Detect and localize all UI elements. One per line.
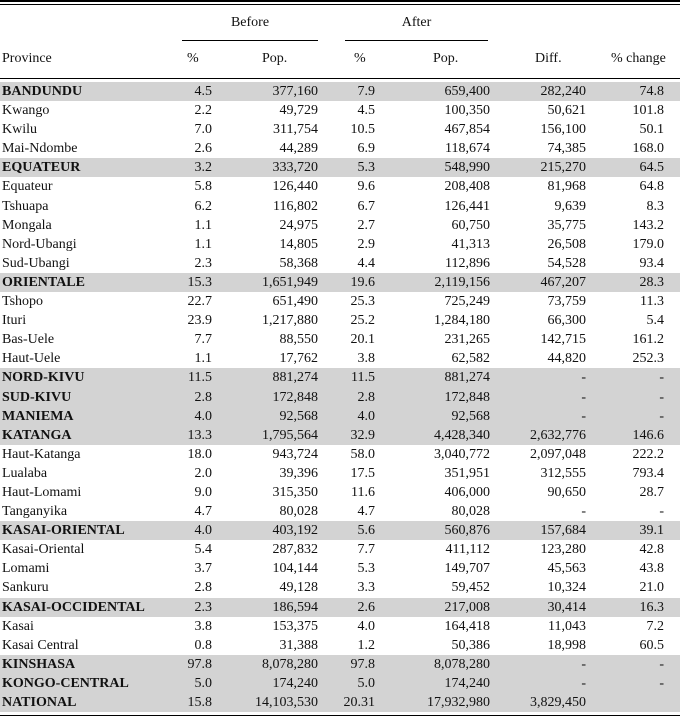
cell-after-pct: 4.0 (357, 408, 375, 424)
cell-diff: - (581, 389, 586, 405)
cell-before-pop: 92,568 (279, 408, 318, 424)
cell-before-pct: 4.0 (194, 523, 212, 539)
cell-before-pct: 2.6 (194, 141, 212, 157)
cell-after-pct: 2.9 (357, 236, 375, 252)
cell-pct-change: 179.0 (632, 236, 664, 252)
cell-pct-change: 146.6 (632, 427, 664, 443)
cell-province: Mongala (2, 217, 52, 233)
cell-after-pop: 881,274 (444, 370, 490, 386)
table-row (0, 693, 680, 712)
cell-diff: 74,385 (547, 141, 586, 157)
cell-before-pop: 104,144 (272, 561, 318, 577)
cell-pct-change: - (659, 389, 664, 405)
cell-before-pop: 651,490 (272, 294, 318, 310)
table-row (0, 540, 680, 559)
cell-before-pop: 24,975 (279, 217, 318, 233)
cell-province: Sankuru (2, 580, 49, 596)
table-body (0, 82, 680, 712)
table-row (0, 101, 680, 120)
cell-province: Haut-Katanga (2, 446, 81, 462)
cell-pct-change: - (659, 408, 664, 424)
cell-before-pct: 5.8 (194, 179, 212, 195)
cell-diff: 73,759 (547, 294, 586, 310)
cell-after-pop: 208,408 (444, 179, 490, 195)
table-row (0, 521, 680, 540)
cell-after-pop: 217,008 (444, 599, 490, 615)
cell-before-pct: 7.7 (194, 332, 212, 348)
table-row (0, 426, 680, 445)
cell-province: Haut-Lomami (2, 484, 82, 500)
cell-after-pop: 92,568 (451, 408, 490, 424)
cell-after-pct: 20.31 (343, 695, 375, 710)
cell-province: Kasai Central (2, 637, 79, 653)
cell-after-pct: 32.9 (350, 427, 375, 443)
cell-before-pop: 44,289 (279, 141, 318, 157)
cell-province: Haut-Uele (2, 351, 61, 367)
cell-diff: 282,240 (540, 84, 586, 99)
cell-pct-change: 60.5 (639, 637, 664, 653)
cell-pct-change: 222.2 (632, 446, 664, 462)
group-header-before: Before (230, 15, 270, 30)
cell-province: Nord-Ubangi (2, 236, 77, 252)
cell-province: Mai-Ndombe (2, 141, 78, 157)
cell-before-pct: 0.8 (194, 637, 212, 653)
table-row (0, 349, 680, 368)
table-row (0, 120, 680, 139)
cell-after-pop: 351,951 (444, 465, 490, 481)
cell-pct-change: 8.3 (646, 198, 664, 214)
cell-before-pct: 23.9 (187, 313, 212, 329)
column-header-after-pct: % (354, 51, 366, 66)
cell-province: Bas-Uele (2, 332, 55, 348)
cell-after-pop: 126,441 (444, 198, 490, 214)
cell-province: Equateur (2, 179, 53, 195)
cell-after-pop: 60,750 (451, 217, 490, 233)
cell-province: EQUATEUR (2, 160, 81, 176)
cell-diff: 90,650 (547, 484, 586, 500)
cell-pct-change: 28.7 (639, 484, 664, 500)
cell-pct-change: - (659, 370, 664, 386)
cell-province: Tanganyika (2, 504, 68, 520)
cell-pct-change: 143.2 (632, 217, 664, 233)
cell-before-pop: 14,103,530 (255, 695, 318, 710)
cell-before-pct: 97.8 (187, 656, 212, 672)
cell-pct-change: 5.4 (646, 313, 664, 329)
cell-before-pct: 9.0 (194, 484, 212, 500)
table-row (0, 177, 680, 196)
cell-before-pop: 881,274 (272, 370, 318, 386)
cell-before-pop: 39,396 (279, 465, 318, 481)
cell-pct-change: 43.8 (639, 561, 664, 577)
cell-after-pop: 17,932,980 (427, 695, 490, 710)
table-row (0, 216, 680, 235)
cell-before-pct: 15.3 (187, 274, 212, 290)
cell-province: KINSHASA (2, 656, 76, 672)
cell-before-pct: 6.2 (194, 198, 212, 214)
cell-province: Lualaba (2, 465, 48, 481)
cell-after-pop: 548,990 (444, 160, 490, 176)
column-header-after-pop: Pop. (433, 51, 459, 66)
cell-after-pct: 6.9 (357, 141, 375, 157)
column-header-province: Province (2, 51, 52, 66)
cell-diff: 10,324 (547, 580, 586, 596)
table-row (0, 445, 680, 464)
cell-province: KATANGA (2, 427, 72, 443)
cell-pct-change: 93.4 (639, 255, 664, 271)
table-row (0, 483, 680, 502)
cell-after-pct: 10.5 (350, 122, 375, 138)
cell-after-pop: 4,428,340 (434, 427, 490, 443)
table-row (0, 578, 680, 597)
cell-diff: 66,300 (547, 313, 586, 329)
group-underline-before (182, 40, 318, 41)
column-header-before-pop: Pop. (262, 51, 288, 66)
column-header-diff: Diff. (535, 51, 562, 66)
cell-pct-change: 161.2 (632, 332, 664, 348)
table-row (0, 636, 680, 655)
cell-diff: 35,775 (547, 217, 586, 233)
cell-after-pop: 62,582 (451, 351, 490, 367)
cell-pct-change: - (659, 504, 664, 520)
table-row (0, 273, 680, 292)
cell-after-pop: 3,040,772 (434, 446, 490, 462)
cell-before-pct: 3.8 (194, 618, 212, 634)
cell-province: NATIONAL (2, 695, 77, 710)
cell-diff: 11,043 (548, 618, 586, 634)
cell-before-pct: 15.8 (187, 695, 212, 710)
cell-after-pct: 2.6 (357, 599, 375, 615)
cell-diff: - (581, 370, 586, 386)
cell-before-pop: 943,724 (272, 446, 318, 462)
cell-diff: 215,270 (540, 160, 586, 176)
cell-after-pct: 2.8 (357, 389, 375, 405)
cell-before-pct: 1.1 (194, 351, 212, 367)
cell-after-pct: 19.6 (350, 274, 375, 290)
cell-before-pop: 186,594 (272, 599, 318, 615)
cell-after-pct: 3.3 (357, 580, 375, 596)
cell-before-pop: 153,375 (272, 618, 318, 634)
cell-province: Tshuapa (2, 198, 49, 214)
cell-diff: 30,414 (547, 599, 586, 615)
cell-pct-change: 168.0 (632, 141, 664, 157)
cell-before-pop: 14,805 (279, 236, 318, 252)
cell-after-pop: 112,896 (445, 255, 490, 271)
cell-after-pct: 11.5 (351, 370, 375, 386)
group-header-after: After (401, 15, 432, 30)
table-row (0, 464, 680, 483)
cell-after-pop: 50,386 (451, 637, 490, 653)
cell-province: MANIEMA (2, 408, 74, 424)
cell-before-pct: 2.0 (194, 465, 212, 481)
cell-before-pct: 2.8 (194, 580, 212, 596)
cell-diff: - (581, 675, 586, 691)
cell-before-pop: 49,729 (279, 103, 318, 119)
cell-pct-change: 101.8 (632, 103, 664, 119)
cell-pct-change: 28.3 (639, 274, 664, 290)
cell-before-pop: 311,754 (273, 122, 318, 138)
cell-pct-change: 64.8 (639, 179, 664, 195)
cell-after-pop: 8,078,280 (434, 656, 490, 672)
cell-before-pop: 1,651,949 (262, 274, 318, 290)
table-row (0, 407, 680, 426)
cell-pct-change: 42.8 (639, 542, 664, 558)
cell-after-pct: 7.9 (357, 84, 375, 99)
cell-diff: 9,639 (554, 198, 586, 214)
cell-before-pop: 88,550 (279, 332, 318, 348)
top-rule (0, 0, 680, 2)
cell-pct-change: 16.3 (639, 599, 664, 615)
cell-before-pct: 4.0 (194, 408, 212, 424)
cell-after-pop: 118,674 (445, 141, 490, 157)
cell-province: NORD-KIVU (2, 370, 85, 386)
cell-after-pct: 11.6 (351, 484, 375, 500)
cell-after-pct: 2.7 (357, 217, 375, 233)
cell-after-pct: 20.1 (350, 332, 375, 348)
cell-before-pop: 49,128 (279, 580, 318, 596)
cell-province: Lomami (2, 561, 50, 577)
cell-after-pct: 5.0 (357, 675, 375, 691)
cell-before-pop: 8,078,280 (262, 656, 318, 672)
cell-diff: - (581, 656, 586, 672)
cell-before-pop: 172,848 (272, 389, 318, 405)
cell-before-pop: 126,440 (272, 179, 318, 195)
table-row (0, 368, 680, 387)
cell-before-pct: 7.0 (194, 122, 212, 138)
table-row (0, 502, 680, 521)
cell-after-pct: 9.6 (357, 179, 375, 195)
cell-after-pop: 172,848 (444, 389, 490, 405)
cell-before-pct: 2.2 (194, 103, 212, 119)
column-header-before-pct: % (187, 51, 199, 66)
cell-after-pct: 7.7 (357, 542, 375, 558)
table-row (0, 311, 680, 330)
cell-after-pct: 3.8 (357, 351, 375, 367)
cell-before-pct: 2.3 (194, 255, 212, 271)
cell-after-pop: 59,452 (451, 580, 490, 596)
cell-before-pct: 13.3 (187, 427, 212, 443)
cell-after-pct: 5.3 (357, 160, 375, 176)
cell-diff: 44,820 (547, 351, 586, 367)
top-rule-inner (0, 4, 680, 5)
cell-after-pct: 5.6 (357, 523, 375, 539)
cell-diff: 312,555 (540, 465, 586, 481)
table-row (0, 139, 680, 158)
table-row (0, 617, 680, 636)
table-row (0, 330, 680, 349)
cell-diff: 156,100 (540, 122, 586, 138)
cell-province: SUD-KIVU (2, 389, 72, 405)
cell-diff: 2,097,048 (530, 446, 586, 462)
cell-after-pop: 467,854 (444, 122, 490, 138)
cell-after-pct: 4.0 (357, 618, 375, 634)
cell-after-pct: 6.7 (357, 198, 375, 214)
cell-province: Kwango (2, 103, 50, 119)
table-row (0, 598, 680, 617)
cell-diff: 81,968 (547, 179, 586, 195)
cell-province: KONGO-CENTRAL (2, 675, 129, 691)
cell-after-pop: 41,313 (451, 236, 490, 252)
cell-pct-change: - (659, 656, 664, 672)
cell-diff: 142,715 (540, 332, 586, 348)
cell-before-pop: 174,240 (272, 675, 318, 691)
cell-province: Tshopo (2, 294, 44, 310)
cell-before-pop: 1,217,880 (262, 313, 318, 329)
cell-pct-change: 21.0 (639, 580, 664, 596)
cell-before-pct: 2.3 (194, 599, 212, 615)
cell-diff: 123,280 (540, 542, 586, 558)
cell-after-pct: 25.2 (350, 313, 375, 329)
cell-province: Sud-Ubangi (2, 255, 70, 271)
cell-after-pop: 411,112 (445, 542, 490, 558)
cell-before-pop: 116,802 (273, 198, 318, 214)
table-row (0, 235, 680, 254)
cell-before-pop: 287,832 (272, 542, 318, 558)
cell-province: Kasai (2, 618, 34, 634)
cell-province: Kwilu (2, 122, 37, 138)
cell-province: ORIENTALE (2, 274, 85, 290)
cell-after-pop: 2,119,156 (434, 274, 490, 290)
table-row (0, 292, 680, 311)
cell-before-pop: 80,028 (279, 504, 318, 520)
cell-before-pop: 31,388 (279, 637, 318, 653)
cell-before-pct: 5.4 (194, 542, 212, 558)
cell-diff: 18,998 (547, 637, 586, 653)
cell-after-pct: 58.0 (350, 446, 375, 462)
cell-diff: 50,621 (547, 103, 586, 119)
cell-pct-change: - (659, 675, 664, 691)
table-row (0, 674, 680, 693)
cell-province: KASAI-ORIENTAL (2, 523, 125, 539)
cell-after-pop: 725,249 (444, 294, 490, 310)
cell-province: Ituri (2, 313, 27, 329)
header-rule (0, 78, 680, 79)
cell-before-pct: 1.1 (194, 236, 212, 252)
cell-diff: 45,563 (547, 561, 586, 577)
table-row (0, 158, 680, 177)
cell-before-pct: 4.5 (194, 84, 212, 99)
cell-after-pct: 17.5 (350, 465, 375, 481)
cell-after-pop: 80,028 (451, 504, 490, 520)
cell-diff: 54,528 (547, 255, 586, 271)
cell-before-pop: 403,192 (272, 523, 318, 539)
cell-pct-change: 7.2 (646, 618, 664, 634)
table-row (0, 655, 680, 674)
column-header-pct-change: % change (611, 51, 666, 66)
cell-after-pop: 1,284,180 (434, 313, 490, 329)
cell-after-pop: 231,265 (444, 332, 490, 348)
cell-province: KASAI-OCCIDENTAL (2, 599, 145, 615)
cell-after-pop: 406,000 (444, 484, 490, 500)
cell-before-pct: 3.2 (194, 160, 212, 176)
cell-after-pct: 1.2 (357, 637, 375, 653)
cell-after-pop: 100,350 (444, 103, 490, 119)
table-row (0, 388, 680, 407)
cell-diff: 157,684 (540, 523, 586, 539)
table-row (0, 254, 680, 273)
cell-before-pct: 2.8 (194, 389, 212, 405)
cell-pct-change: 252.3 (632, 351, 664, 367)
group-underline-after (345, 40, 488, 41)
cell-before-pct: 11.5 (188, 370, 212, 386)
cell-diff: - (581, 504, 586, 520)
cell-before-pct: 4.7 (194, 504, 212, 520)
cell-after-pct: 4.5 (357, 103, 375, 119)
cell-pct-change: 39.1 (639, 523, 664, 539)
cell-pct-change: 74.8 (639, 84, 664, 99)
cell-after-pop: 174,240 (444, 675, 490, 691)
cell-before-pop: 17,762 (279, 351, 318, 367)
table-row (0, 82, 680, 101)
cell-diff: 3,829,450 (530, 695, 586, 710)
cell-province: BANDUNDU (2, 84, 83, 99)
cell-after-pct: 97.8 (350, 656, 375, 672)
cell-before-pct: 18.0 (187, 446, 212, 462)
table-row (0, 197, 680, 216)
cell-diff: - (581, 408, 586, 424)
cell-after-pct: 5.3 (357, 561, 375, 577)
cell-after-pop: 164,418 (444, 618, 490, 634)
cell-pct-change: 793.4 (632, 465, 664, 481)
cell-after-pct: 25.3 (350, 294, 375, 310)
cell-before-pop: 377,160 (272, 84, 318, 99)
cell-before-pct: 3.7 (194, 561, 212, 577)
cell-after-pop: 149,707 (444, 561, 490, 577)
cell-diff: 2,632,776 (530, 427, 586, 443)
cell-diff: 26,508 (547, 236, 586, 252)
cell-after-pop: 560,876 (444, 523, 490, 539)
cell-before-pct: 1.1 (194, 217, 212, 233)
cell-pct-change: 64.5 (639, 160, 664, 176)
cell-before-pop: 58,368 (279, 255, 318, 271)
cell-before-pct: 22.7 (187, 294, 212, 310)
cell-before-pop: 333,720 (272, 160, 318, 176)
cell-after-pop: 659,400 (444, 84, 490, 99)
bottom-rule (0, 715, 680, 716)
cell-before-pct: 5.0 (194, 675, 212, 691)
cell-before-pop: 1,795,564 (262, 427, 318, 443)
cell-after-pct: 4.4 (357, 255, 375, 271)
cell-after-pct: 4.7 (357, 504, 375, 520)
cell-diff: 467,207 (540, 274, 586, 290)
cell-pct-change: 50.1 (639, 122, 664, 138)
table-row (0, 559, 680, 578)
cell-pct-change: 11.3 (640, 294, 664, 310)
cell-province: Kasai-Oriental (2, 542, 85, 558)
cell-before-pop: 315,350 (272, 484, 318, 500)
